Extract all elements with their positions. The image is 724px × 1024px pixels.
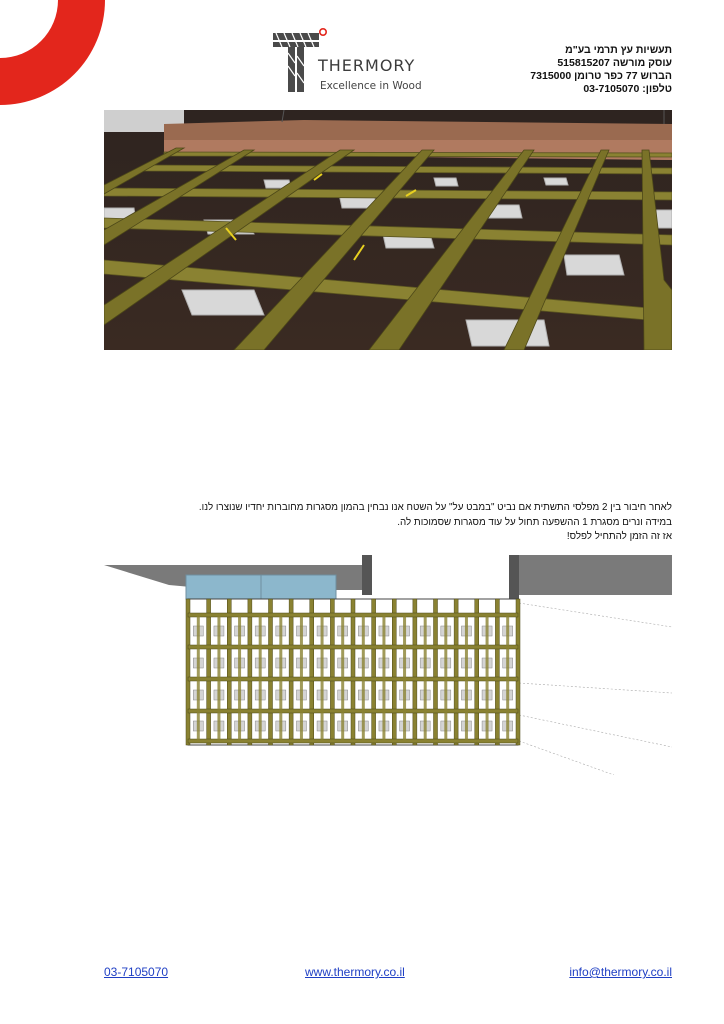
render-grid-plan-image [104,555,672,775]
paragraph-line-1: לאחר חיבור בין 2 מפלסי התשתית אם נביט "במבט על" על השטח אנו נבחין בהמון מסגרות מחוברות יחדיו שנוצרו לנו. [198,502,672,513]
company-phone: טלפון: 03-7105070 [583,83,672,95]
paragraph-line-3: אז זה הזמן להתחיל לפלס! [566,531,672,542]
explanation-paragraph [112,501,672,545]
footer-phone-link[interactable]: 03-7105070 [104,965,169,979]
footer-website-link[interactable]: www.thermory.co.il [305,965,405,979]
corner-decoration [0,0,130,110]
company-registration: עוסק מורשה 515815207 [557,57,672,69]
footer-email-link[interactable]: info@thermory.co.il [569,965,672,979]
logo-name: THERMORY [318,56,416,75]
company-address: הברוש 77 כפר טרומן 7315000 [530,70,672,82]
logo-tagline: Excellence in Wood [320,80,422,92]
company-name: תעשיות עץ תרמי בע"מ [565,44,672,56]
paragraph-line-2: במידה ונרים מסגרת 1 ההשפעה תחול על עוד מסגרות שסמוכות לה. [397,516,672,528]
render-joists-image [104,110,672,350]
company-details [530,44,672,96]
